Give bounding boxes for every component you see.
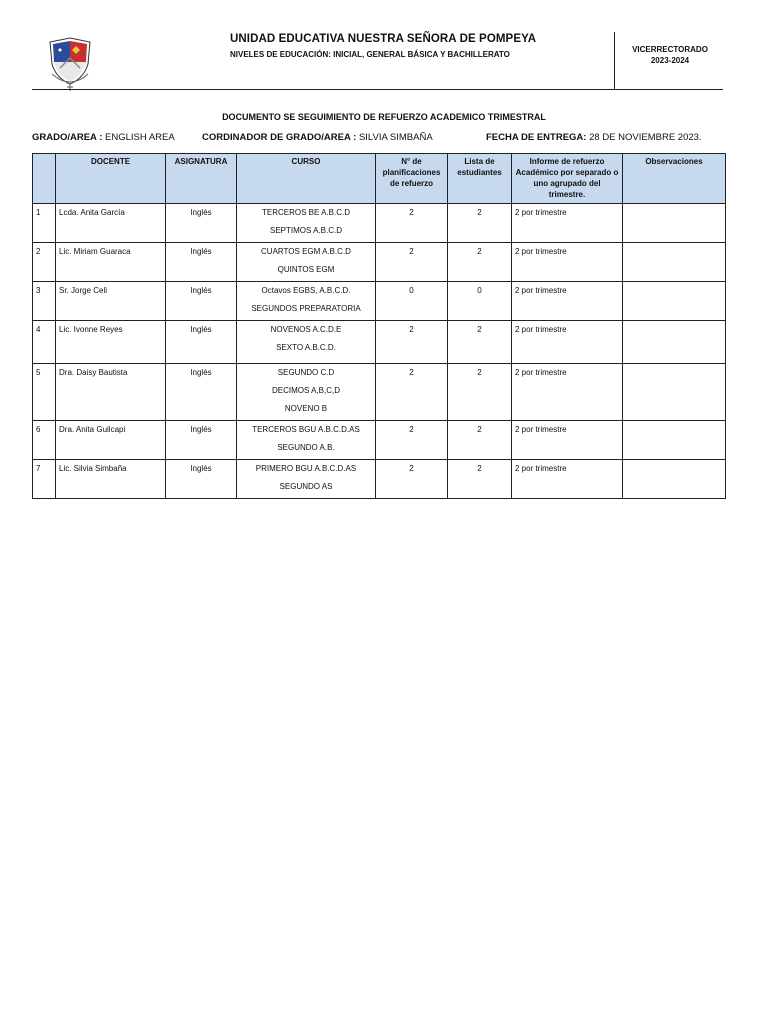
course-line: NOVENO B	[284, 404, 328, 413]
cell-asignatura: Inglés	[166, 204, 237, 243]
cell-asignatura: Inglés	[166, 282, 237, 321]
col-header-informe: Informe de refuerzo Académico por separado o uno agrupado del trimestre.	[512, 154, 623, 204]
col-header-planificaciones: N° de planificaciones de refuerzo	[376, 154, 448, 204]
cell-asignatura: Inglés	[166, 243, 237, 282]
course-line: SEGUNDO AS	[279, 482, 333, 491]
col-header-curso: CURSO	[237, 154, 376, 204]
cell-lista: 2	[448, 243, 512, 282]
coordinator-field	[202, 132, 433, 143]
cell-number: 3	[33, 282, 56, 321]
cell-number: 5	[33, 364, 56, 421]
cell-number: 2	[33, 243, 56, 282]
table-row	[33, 321, 726, 364]
office-name: VICERRECTORADO	[632, 45, 708, 54]
cell-planificaciones: 2	[376, 364, 448, 421]
cell-planificaciones: 2	[376, 243, 448, 282]
cell-observaciones	[623, 460, 726, 499]
cell-number: 6	[33, 421, 56, 460]
course-line: CUARTOS EGM A.B.C.D	[261, 247, 351, 256]
cell-observaciones	[623, 421, 726, 460]
cell-informe: 2 por trimestre	[512, 364, 623, 421]
cell-curso	[237, 282, 376, 321]
cell-planificaciones: 2	[376, 421, 448, 460]
delivery-date-field	[486, 132, 702, 143]
course-line: NOVENOS A.C.D.E	[270, 325, 342, 334]
grade-area-label: GRADO/AREA :	[32, 132, 103, 143]
cell-curso	[237, 364, 376, 421]
cell-informe: 2 por trimestre	[512, 243, 623, 282]
table-row	[33, 364, 726, 421]
cell-docente: Lcda. Anita García	[56, 204, 166, 243]
school-crest-logo	[46, 34, 94, 92]
cell-informe: 2 por trimestre	[512, 321, 623, 364]
table-row	[33, 421, 726, 460]
cell-curso	[237, 321, 376, 364]
grade-area-field	[32, 132, 175, 143]
reinforcement-table	[32, 153, 726, 499]
cell-docente: Lic. Miriam Guaraca	[56, 243, 166, 282]
cell-informe: 2 por trimestre	[512, 421, 623, 460]
table-header-row	[33, 154, 726, 204]
cell-planificaciones: 2	[376, 321, 448, 364]
cell-observaciones	[623, 364, 726, 421]
cell-observaciones	[623, 282, 726, 321]
cell-number: 1	[33, 204, 56, 243]
school-period: 2023-2024	[650, 56, 690, 65]
col-header-observaciones: Observaciones	[623, 154, 726, 204]
cell-docente: Dra. Anita Guilcapi	[56, 421, 166, 460]
cell-docente: Lic. Silvia Simbaña	[56, 460, 166, 499]
cell-number: 4	[33, 321, 56, 364]
cell-lista: 2	[448, 364, 512, 421]
cell-lista: 2	[448, 421, 512, 460]
delivery-date-label: FECHA DE ENTREGA:	[486, 132, 587, 143]
cell-lista: 0	[448, 282, 512, 321]
cell-asignatura: Inglés	[166, 321, 237, 364]
cell-asignatura: Inglés	[166, 460, 237, 499]
course-line: PRIMERO BGU A.B.C.D.AS	[255, 464, 357, 473]
cell-curso	[237, 204, 376, 243]
cell-planificaciones: 0	[376, 282, 448, 321]
cell-curso	[237, 421, 376, 460]
cell-informe: 2 por trimestre	[512, 204, 623, 243]
cell-planificaciones: 2	[376, 460, 448, 499]
cell-informe: 2 por trimestre	[512, 460, 623, 499]
cell-curso	[237, 460, 376, 499]
course-line: DECIMOS A,B,C,D	[271, 386, 340, 395]
cell-docente: Sr. Jorge Celi	[56, 282, 166, 321]
course-line: SEGUNDO A.B.	[277, 443, 335, 452]
header-rule	[32, 89, 723, 90]
cell-curso	[237, 243, 376, 282]
grade-area-value: ENGLISH AREA	[105, 132, 175, 143]
table-row	[33, 243, 726, 282]
document-title: DOCUMENTO SE SEGUIMIENTO DE REFUERZO ACADEMICO TRIMESTRAL	[222, 112, 546, 122]
course-line: Octavos EGBS, A.B.C.D.	[261, 286, 351, 295]
col-header-asignatura: ASIGNATURA	[166, 154, 237, 204]
table-row	[33, 282, 726, 321]
delivery-date-value: 28 DE NOVIEMBRE 2023.	[589, 132, 702, 143]
cell-observaciones	[623, 243, 726, 282]
school-name: UNIDAD EDUCATIVA NUESTRA SEÑORA DE POMPEYA	[230, 33, 537, 45]
col-header-number	[33, 154, 56, 204]
header-divider	[614, 32, 615, 90]
course-line: SEGUNDO C.D	[277, 368, 335, 377]
cell-lista: 2	[448, 460, 512, 499]
coordinator-label: CORDINADOR DE GRADO/AREA :	[202, 132, 357, 143]
cell-asignatura: Inglés	[166, 364, 237, 421]
col-header-docente: DOCENTE	[56, 154, 166, 204]
course-line: QUINTOS EGM	[277, 265, 335, 274]
cell-observaciones	[623, 321, 726, 364]
course-line: SEGUNDOS PREPARATORIA	[251, 304, 361, 313]
col-header-lista: Lista de estudiantes	[448, 154, 512, 204]
course-line: SEXTO A.B.C.D.	[276, 343, 336, 352]
course-line: SEPTIMOS A.B.C.D	[269, 226, 342, 235]
cell-docente: Lic. Ivonne Reyes	[56, 321, 166, 364]
course-line: TERCEROS BE A.B.C.D	[261, 208, 351, 217]
cell-asignatura: Inglés	[166, 421, 237, 460]
table-row	[33, 460, 726, 499]
cell-number: 7	[33, 460, 56, 499]
table-row	[33, 204, 726, 243]
cell-lista: 2	[448, 321, 512, 364]
education-levels: NIVELES DE EDUCACIÓN: INICIAL, GENERAL BÁSICA Y BACHILLERATO	[230, 50, 510, 59]
cell-docente: Dra. Daisy Bautista	[56, 364, 166, 421]
cell-informe: 2 por trimestre	[512, 282, 623, 321]
office-block	[620, 44, 720, 66]
course-line: TERCEROS BGU A.B.C.D.AS	[252, 425, 360, 434]
cell-planificaciones: 2	[376, 204, 448, 243]
letterhead	[32, 30, 723, 90]
cell-lista: 2	[448, 204, 512, 243]
coordinator-value: SILVIA SIMBAÑA	[358, 132, 433, 143]
cell-observaciones	[623, 204, 726, 243]
